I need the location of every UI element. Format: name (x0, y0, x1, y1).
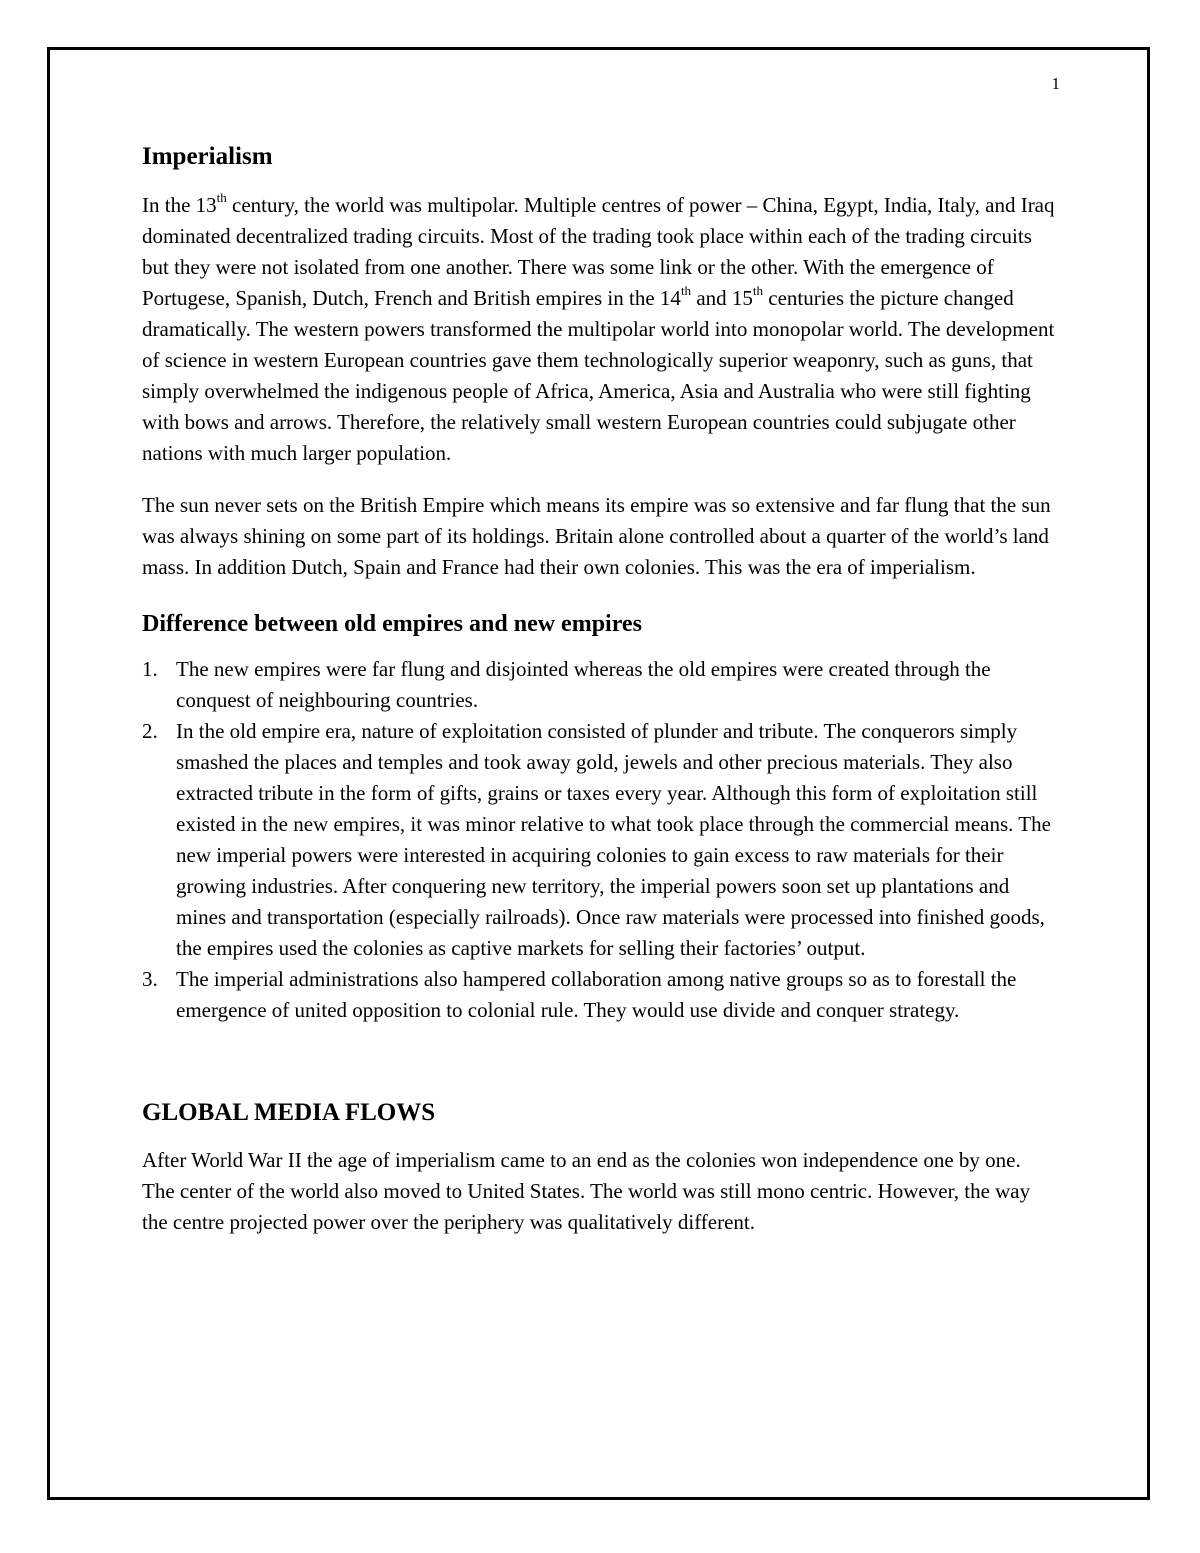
superscript-th-2: th (680, 283, 692, 298)
document-body (142, 140, 1057, 1238)
heading-imperialism: Imperialism (142, 143, 273, 170)
paragraph-intro (142, 190, 1057, 469)
heading-difference: Difference between old empires and new empires (142, 611, 642, 637)
paragraph-intro-text-3: and 15 (691, 286, 753, 310)
list-item-number: 2. (142, 719, 158, 743)
difference-list (142, 654, 1057, 1026)
list-item-text: In the old empire era, nature of exploitation consisted of plunder and tribute. The conquerors simply smashed the places and temples and took away gold, jewels and other precious materials. They also extracted tribute in the form of gifts, grains or taxes every year. Although this form of exploitation still existed in the new empires, it was minor relative to what took place through the commercial means. The new imperial powers were interested in acquiring colonies to gain excess to raw materials for their growing industries. After conquering new territory, the imperial powers soon set up plantations and mines and transportation (especially railroads). Once raw materials were processed into finished goods, the empires used the colonies as captive markets for selling their factories’ output. (176, 719, 1051, 960)
list-item-number: 3. (142, 967, 158, 991)
list-item (142, 654, 1057, 716)
paragraph-intro-text-1: In the 13 (142, 193, 217, 217)
paragraph-intro-text-2: century, the world was multipolar. Multiple centres of power – China, Egypt, India, Italy, and Iraq dominated decentralized trading circuits. Most of the trading took place within each of the trading circuits but they were not isolated from one another. There was some link or the other. With the emergence of Portugese, Spanish, Dutch, French and British empires in the 14 (142, 193, 1055, 310)
paragraph-intro-text-4: centuries the picture changed dramatically. The western powers transformed the multipolar world into monopolar world. The development of science in western European countries gave them technologically superior weaponry, such as guns, that simply overwhelmed the indigenous people of Africa, America, Asia and Australia who were still fighting with bows and arrows. Therefore, the relatively small western European countries could subjugate other nations with much larger population. (142, 286, 1055, 465)
list-item-text: The new empires were far flung and disjointed whereas the old empires were created through the conquest of neighbouring countries. (176, 657, 991, 712)
list-item (142, 964, 1057, 1026)
paragraph-british-empire: The sun never sets on the British Empire which means its empire was so extensive and far flung that the sun was always shining on some part of its holdings. Britain alone controlled about a quarter of the world’s land mass. In addition Dutch, Spain and France had their own colonies. This was the era of imperialism. (142, 493, 1051, 579)
paragraph-post-war: After World War II the age of imperialism came to an end as the colonies won independence one by one. The center of the world also moved to United States. The world was still mono centric. However, the way the centre projected power over the periphery was qualitatively different. (142, 1148, 1031, 1234)
list-item-text: The imperial administrations also hampered collaboration among native groups so as to forestall the emergence of united opposition to colonial rule. They would use divide and conquer strategy. (176, 967, 1017, 1022)
superscript-th-1: th (216, 190, 227, 205)
superscript-th-3: th (752, 283, 764, 298)
page-number: 1 (1051, 74, 1060, 93)
list-item-number: 1. (142, 657, 158, 681)
list-item (142, 716, 1057, 964)
heading-global-media-flows: GLOBAL MEDIA FLOWS (142, 1099, 436, 1126)
